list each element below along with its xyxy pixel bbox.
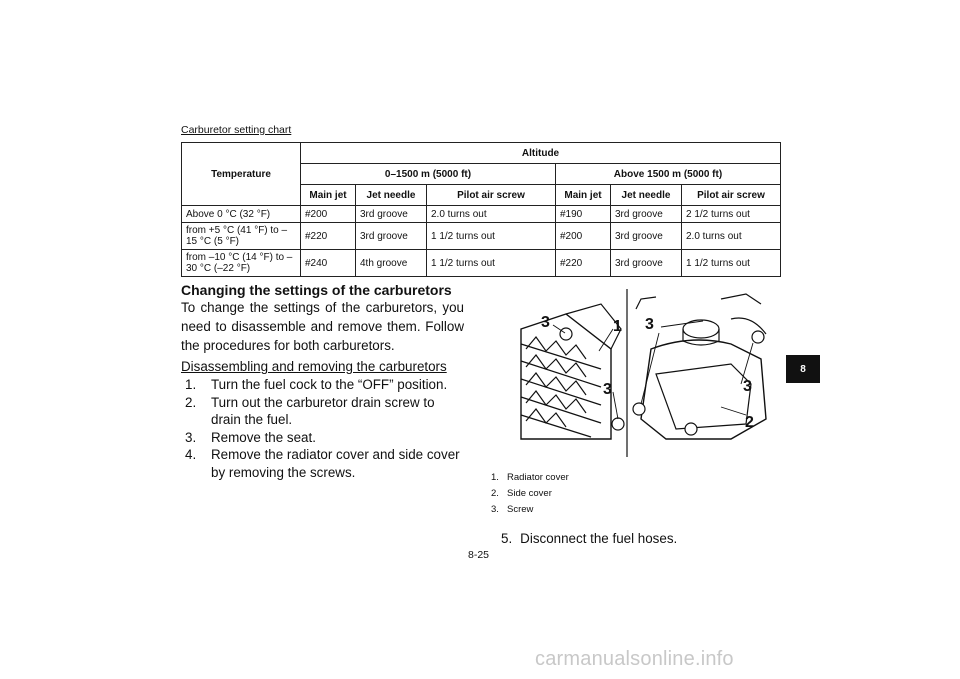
table-cell: 3rd groove — [611, 250, 682, 277]
step-number: 2. — [185, 394, 197, 410]
list-item — [181, 376, 464, 394]
altitude-header: Altitude — [301, 143, 781, 164]
callout-3-top-right: 3 — [645, 316, 654, 333]
col-pilot-air-screw: Pilot air screw — [682, 185, 781, 206]
figure-captions — [491, 470, 569, 518]
callout-3-top-left: 3 — [541, 314, 550, 331]
table-cell: 2.0 turns out — [682, 223, 781, 250]
col-jet-needle: Jet needle — [611, 185, 682, 206]
step-number: 4. — [185, 447, 197, 462]
table-cell: 1 1/2 turns out — [682, 250, 781, 277]
table-cell: 2.0 turns out — [427, 206, 556, 223]
table-cell: #200 — [301, 206, 356, 223]
table-cell: 2 1/2 turns out — [682, 206, 781, 223]
caption-number: 1. — [491, 472, 499, 483]
table-cell: 3rd groove — [611, 206, 682, 223]
table-cell: 3rd groove — [356, 206, 427, 223]
list-item — [491, 502, 569, 518]
list-item — [181, 446, 464, 481]
chapter-tab: 8 — [786, 355, 820, 383]
callout-2-side-cover: 2 — [745, 414, 754, 431]
step-text: Remove the seat. — [211, 429, 316, 445]
procedure-subheading: Disassembling and removing the carburetors — [181, 359, 447, 374]
illustration-svg — [491, 289, 781, 457]
col-pilot-air-screw: Pilot air screw — [427, 185, 556, 206]
table-cell: #200 — [556, 223, 611, 250]
section-heading: Changing the settings of the carburetors — [181, 282, 452, 298]
caption-number: 2. — [491, 488, 499, 499]
table-cell: 1 1/2 turns out — [427, 223, 556, 250]
step-number: 5. — [501, 531, 513, 546]
radiator-cover-drawing — [521, 304, 624, 439]
temperature-header: Temperature — [182, 143, 301, 206]
step-number: 1. — [185, 377, 197, 392]
callout-1-radiator-cover: 1 — [613, 318, 622, 335]
watermark: carmanualsonline.info — [535, 648, 734, 670]
col-jet-needle: Jet needle — [356, 185, 427, 206]
intro-paragraph: To change the settings of the carburetors, you need to disassemble and remove them. Follow the procedures for both carburetors. — [181, 300, 464, 353]
step-5 — [501, 531, 677, 546]
table-cell: #220 — [301, 223, 356, 250]
table-cell: 3rd groove — [356, 223, 427, 250]
step-text: Remove the radiator cover and side cover by removing the screws. — [211, 447, 460, 480]
table-cell: #220 — [556, 250, 611, 277]
step-number: 3. — [185, 429, 197, 445]
altitude-range-low: 0–1500 m (5000 ft) — [301, 164, 556, 185]
page-number: 8-25 — [468, 549, 490, 561]
caption-text: Radiator cover — [507, 472, 569, 483]
chart-title: Carburetor setting chart — [181, 124, 292, 136]
procedure-steps — [181, 376, 464, 481]
carburetor-setting-table — [181, 142, 781, 277]
step-text: Turn out the carburetor drain screw to drain the fuel. — [211, 394, 435, 427]
list-item — [181, 394, 464, 429]
callout-3-lower-left: 3 — [603, 381, 612, 398]
list-item — [181, 429, 464, 447]
caption-text: Screw — [507, 504, 534, 515]
altitude-range-high: Above 1500 m (5000 ft) — [556, 164, 781, 185]
caption-number: 3. — [491, 504, 499, 515]
list-item — [491, 470, 569, 486]
table-cell: 3rd groove — [611, 223, 682, 250]
step-text: Disconnect the fuel hoses. — [520, 531, 678, 546]
callout-leaders — [553, 321, 753, 419]
temp-cell: Above 0 °C (32 °F) — [182, 206, 301, 223]
temp-cell: from +5 °C (41 °F) to –15 °C (5 °F) — [182, 223, 301, 250]
table-row — [182, 223, 781, 250]
table-cell: 4th groove — [356, 250, 427, 277]
step-text: Turn the fuel cock to the “OFF” position. — [211, 377, 448, 392]
table-cell: #190 — [556, 206, 611, 223]
table-cell: 1 1/2 turns out — [427, 250, 556, 277]
table-cell: #240 — [301, 250, 356, 277]
table-row — [182, 206, 781, 223]
temp-cell: from –10 °C (14 °F) to –30 °C (–22 °F) — [182, 250, 301, 277]
list-item — [491, 486, 569, 502]
col-main-jet: Main jet — [556, 185, 611, 206]
table-row — [182, 250, 781, 277]
col-main-jet: Main jet — [301, 185, 356, 206]
caption-text: Side cover — [507, 488, 552, 499]
callout-3-right: 3 — [743, 378, 752, 395]
radiator-side-cover-illustration — [491, 289, 781, 457]
